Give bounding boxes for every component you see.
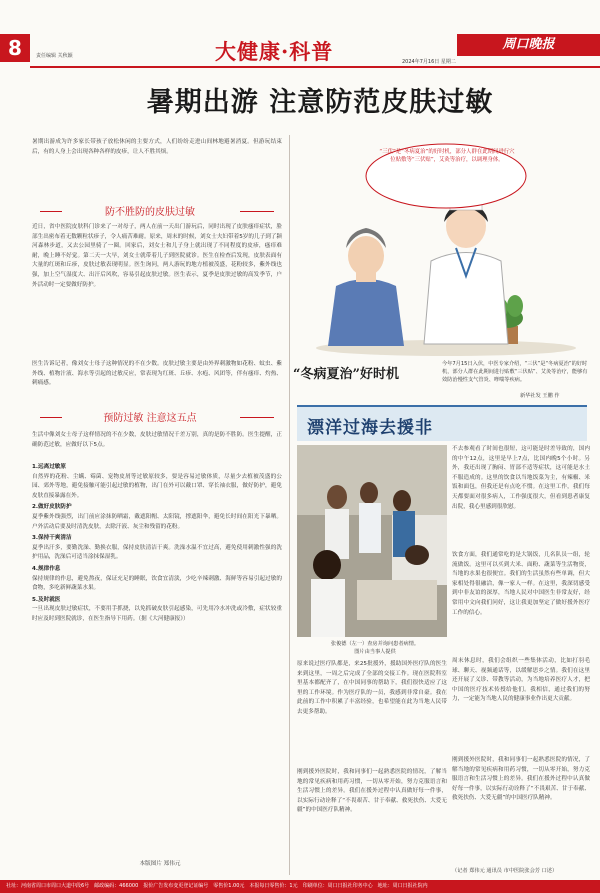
section1-text2: 医生告诉记者，像刘女士母子这种情况的不在少数。皮肤过敏主要是由外界刺激物如花粉、蚊虫、紫外线、植物汁液、海水等引起的过敏反应，常表现为红斑、丘疹、水疱、风团等，伴有瘙痒、灼热、刺痛感。 xyxy=(32,361,282,387)
header-rule xyxy=(30,66,600,68)
tip-title: 4.规律作息 xyxy=(32,565,61,572)
story-col1: 不去参观看了时间也很短，这可能是时差导致的，国内的中午12点，这里是早上7点，比国内晚5个小时。另外，我还出现了胸闷、胃部不适等症状，这可能是水土不服造成的。这里的饮食以当地饭菜为主，有辣椒、米饭和面包，但我还是有点吃不惯。在这里工作，我们每天都要面对很多病人，工作强度很大，但看到患者康复出院，我心里感到很欣慰。 xyxy=(452,446,590,510)
story-photo xyxy=(297,445,447,637)
tip-item xyxy=(32,534,282,563)
story-lower-left2: 刚到援外医院时，我和同事们一起熟悉医院的情况，了解当地的常见疾病和用药习惯，一切从零开始，努力克服语言和生活习惯上的差异。我们在援外过程中认真做好每一件事，以实际行动诠释了“不畏艰苦、甘于奉献、救死扶伤、大爱无疆”的中国医疗队精神。 xyxy=(297,769,447,814)
story-header xyxy=(297,405,587,441)
speech-bubble-text: “三伏”是“冬病夏治”的好时机，部分人群在此期间进行穴位贴敷等“三伏贴”，艾灸等治疗，以调理身体。 xyxy=(379,149,515,163)
tip-item xyxy=(32,565,282,594)
tip-text: 夏季出汗多，要勤洗澡、勤换衣服，保持皮肤清洁干爽。洗澡水温不宜过高，避免使用刺激性强的洗护用品，洗澡后可适当涂抹保湿乳。 xyxy=(32,544,282,561)
story-title: 漂洋过海去援非 xyxy=(307,418,433,438)
subhead2-rule-left xyxy=(40,417,62,418)
tip-item xyxy=(32,503,282,532)
tip-title: 3.保持干爽清洁 xyxy=(32,535,72,542)
section-title: 大健康·科普 xyxy=(215,39,334,64)
story-col2: 饮食方面，我们通常吃的是大锅饭，几名队员一组，轮流做饭。这里可以买到大米、面粉、蔬菜等生活物资，当地的水果也很便宜。我们的生活虽然有些单调，但大家相处得很融洽，像一家人一样。在这里，我深切感受到中非友谊的深厚，当地人民对中国医生非常友好，经常用中文向我们问好，这让我更加坚定了做好援外医疗工作的信心。 xyxy=(452,552,590,616)
tip-item xyxy=(32,596,282,625)
subhead-rule-right xyxy=(240,211,274,212)
cartoon-drawing xyxy=(296,136,591,358)
column-divider xyxy=(289,135,290,875)
illustration-credit: 新华社发 王鹏 作 xyxy=(520,393,560,399)
story-byline: （记者 郑伟元 通讯员 市中医院张会芳 口述） xyxy=(452,868,558,874)
story-lower-left: 原来说过医疗队都是，来25批援外，援助国外医疗队的医生来到这里，一周之后完成了全部的交接工作。现在医院科室里基本都配齐了，在中国同事的帮助下，我们很快适应了这里的工作环境。作为医疗队的一员，我感到非常自豪。我在此前的工作中积累了丰富经验，也希望能在此为当地人民带去更多帮助。 xyxy=(297,661,447,715)
page-number: 8 xyxy=(0,34,30,62)
section2-title: 预防过敏 注意这五点 xyxy=(103,413,197,424)
masthead-logo: 周口晚报 xyxy=(457,34,600,56)
subhead2-rule-right xyxy=(240,417,274,418)
tips-list xyxy=(32,463,282,853)
tip-title: 2.做好皮肤防护 xyxy=(32,504,72,511)
illustration-caption: 今年7月15日入伏，中医专家介绍，“三伏”是“冬病夏治”的好时机，部分人群在此期间进行贴敷“三伏贴”、艾灸等治疗，能够有效防治慢性支气管炎、哮喘等疾病。 xyxy=(442,361,588,383)
ward-photo xyxy=(297,445,447,637)
footer-bar: 社址：河南省周口市周口大道中段6号 邮政编码：466000 报价广告发布变更登记证编号 零售价1.00元 本报每日零售价：1元 印刷单位：周口日报社印务中心 地址：周口日报社院内 xyxy=(0,880,600,893)
dateline: 2024年7月16日 星期二 xyxy=(402,59,456,65)
tip-text: 自然界的花粉、尘螨、霉菌、宠物皮屑等过敏原较多，要是容易过敏体质，尽量少去植被茂盛的公园、郊外等地，避免接触可能引起过敏的植物，出门在外可以戴口罩、穿长袖衣服，做好防护，避免皮肤直接暴露在外。 xyxy=(32,473,282,499)
editors-line: 责任编辑 关秋颖 xyxy=(36,53,73,59)
subhead-rule-left xyxy=(40,211,62,212)
illustration-title: “冬病夏治”好时机 xyxy=(293,367,399,382)
tip-text: 保持规律的作息，避免熬夜，保证充足的睡眠，饮食宜清淡，少吃辛辣刺激、海鲜等容易引起过敏的食物，多吃新鲜蔬菜水果。 xyxy=(32,575,282,592)
story-lower-right: 刚到援外医院时，我和同事们一起熟悉医院的情况，了解当地的常见疾病和用药习惯，一切从零开始，努力克服语言和生活习惯上的差异。我们在援外过程中认真做好每一件事，以实际行动诠释了“不畏艰苦、甘于奉献、救死扶伤、大爱无疆”的中国医疗队精神。 xyxy=(452,757,590,802)
tip-title: 5.及时就医 xyxy=(32,596,61,603)
section1-text: 近日，省中医院皮肤科门诊来了一对母子，两人在前一天出门游玩后，同时出现了皮肤瘙痒症状，脸部生出密布着无数颗粒状疹子，令人痛苦难耐。原来，周末的时候，刘女士夫妇带着5岁的儿子到了颍河森林步道，又去公园里骑了一圈。回家后，刘女士和儿子身上就出现了不同程度的皮疹，瘙痒难耐，晚上睡不好觉。第二天一大早，刘女士就带着儿子到医院就诊。医生在检查后发现，皮肤表面有大量的红斑和丘疹，皮肤过敏表现明显。医生询问，两人游玩的地方植被茂盛，花粉较多，紫外线也强，加上空气湿度大、出汗后风吹，容易引起皮肤过敏。医生表示，夏季是皮肤过敏的高发季节，户外活动时一定要做好防护。 xyxy=(32,224,282,288)
tip-title: 1.远离过敏原 xyxy=(32,464,66,470)
section1-title: 防不胜防的皮肤过敏 xyxy=(105,207,195,218)
tip-text: 一旦出现皮肤过敏症状，不要用手抓挠，以免抓破皮肤引起感染，可先用冷水冲洗或冷敷，症状较重时应及时到医院就诊，在医生指导下用药。（据《大河健康报》） xyxy=(32,606,282,622)
section2-lead: 生活中像刘女士母子这样情况的不在少数，皮肤过敏情况千差万别，真的是防不胜防。医生提醒，正确防范过敏，应做好以下5点。 xyxy=(32,432,282,448)
photo-credit: 本版图片 郑伟元 xyxy=(139,861,181,867)
main-headline: 暑期出游 注意防范皮肤过敏 xyxy=(146,87,494,118)
intro-paragraph: 暑期出游成为许多家长带孩子放松休闲的主要方式，人们纷纷走进山间林地避暑消夏。但游玩结束后，有的人身上会出现各种各样的皮疹，让人不胜其烦。 xyxy=(32,139,282,155)
tip-text: 夏季紫外线强烈，出门前应涂抹防晒霜，戴遮阳帽、太阳镜，撑遮阳伞，避免长时间在阳光下暴晒。户外活动后要及时清洗皮肤，去除汗液、灰尘和残留的花粉。 xyxy=(32,513,282,530)
cartoon-illustration xyxy=(296,136,591,358)
photo-caption: 张俊德（左一）查房并询问患者病情。 图片由当事人提供 xyxy=(330,641,420,655)
story-col3: 周末休息时，我们会组织一些集体活动，比如打羽毛球、聊天、视频通话等，以缓解思乡之情。我们在这里还开展了义诊、带教等活动，为当地培养医疗人才，把中国的医疗技术传授给他们。我相信，通过我们的努力，一定能为当地人民的健康事业作出更大贡献。 xyxy=(452,658,590,703)
tip-item xyxy=(32,463,282,501)
